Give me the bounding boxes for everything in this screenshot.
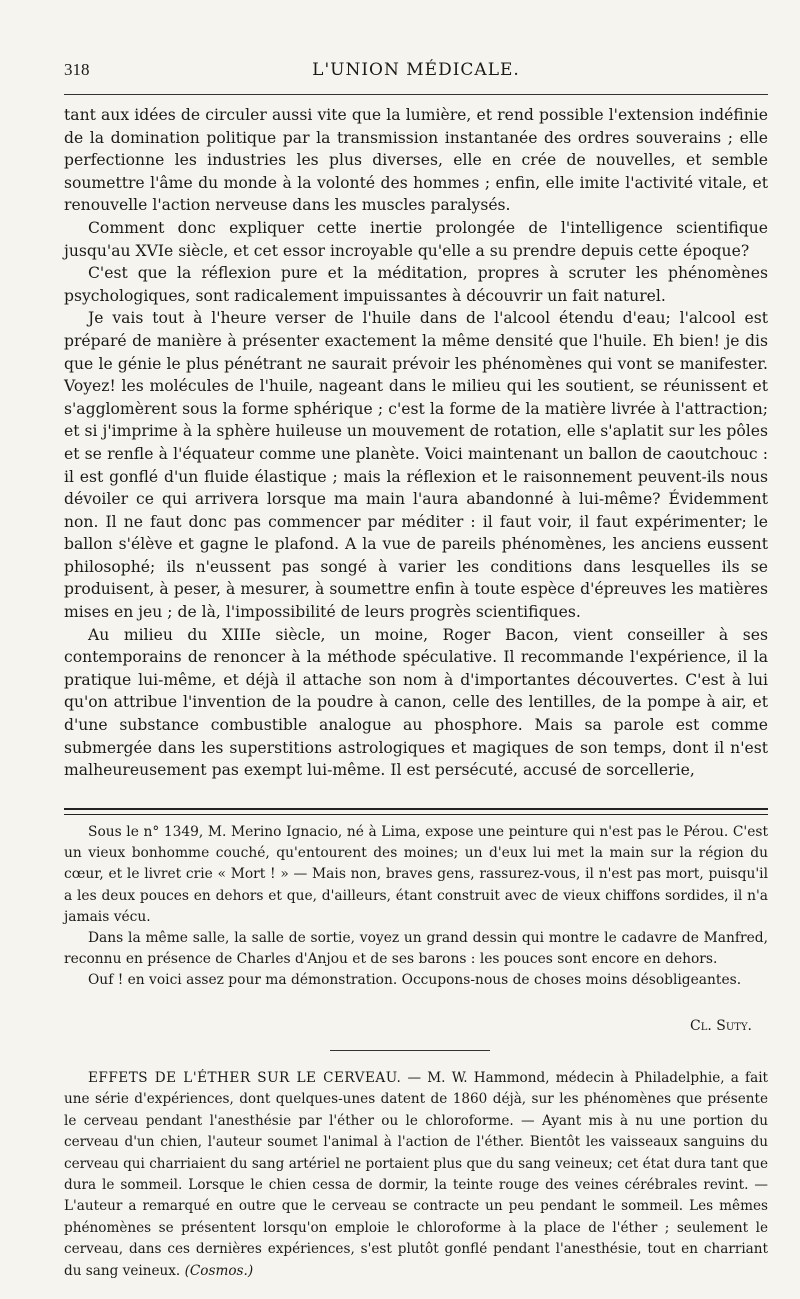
header-rule <box>64 94 768 95</box>
signature: Cl. Suty. <box>690 1018 752 1034</box>
news-source: (Cosmos.) <box>184 1262 254 1279</box>
paragraph: tant aux idées de circuler aussi vite que la lumière, et rend possible l'extension indéfinie de la domination politique par la transmission instantanée des ordres souverains ; elle perfectionne les industries les plus diverses, elle en crée de nouvelles, et semble soumettre l'âme du monde à la volonté des hommes ; enfin, elle imite l'activité vitale, et renouvelle l'action nerveuse dans les muscles paralysés. <box>64 106 768 215</box>
short-divider <box>330 1050 490 1051</box>
note-paragraph: Dans la même salle, la salle de sortie, voyez un grand dessin qui montre le cadavre de Manfred, reconnu en présence de Charles d'Anjou et de ses barons : les pouces sont encore en dehors. <box>64 930 768 968</box>
page-number: 318 <box>64 60 90 79</box>
paragraph: Je vais tout à l'heure verser de l'huile dans de l'alcool étendu d'eau; l'alcool est préparé de manière à présenter exactement la même densité que l'huile. Eh bien! je dis que le génie le plus pénétrant ne saurait prévoir les phénomènes qui vont se manifester. Voyez! les molécules de l'huile, nageant dans le milieu qui les soutient, se réunissent et s'agglomèrent sous la forme sphérique ; c'est la forme de la matière livrée à l'attraction; et si j'imprime à la sphère huileuse un mouvement de rotation, elle s'aplatit sur les pôles et se renfle à l'équateur comme une planète. Voici maintenant un ballon de caoutchouc : il est gonflé d'un fluide élastique ; mais la réflexion et le raisonnement peuvent-ils nous dévoiler ce qui arrivera lorsque ma main l'aura abandonné à lui-même? Évidemment non. Il ne faut donc pas commencer par méditer : il faut voir, il faut expérimenter; le ballon s'élève et gagne le plafond. A la vue de pareils phénomènes, les anciens eussent philosophé; ils n'eussent pas songé à varier les conditions dans lesquelles ils se produisent, à peser, à mesurer, à soumettre enfin à toute espèce d'épreuves les matières mises en jeu ; de là, l'impossibilité de leurs progrès scientifiques. <box>64 309 768 622</box>
paragraph: C'est que la réflexion pure et la méditation, propres à scruter les phénomènes psychologiques, sont radicalement impuissantes à découvrir un fait naturel. <box>64 264 768 305</box>
section-divider <box>64 808 768 815</box>
feuilleton-notes <box>64 822 768 992</box>
news-item <box>64 1068 768 1282</box>
paragraph: Au milieu du XIIIe siècle, un moine, Roger Bacon, vient conseiller à ses contemporains de renoncer à la méthode spéculative. Il recommande l'expérience, il la pratique lui-même, et déjà il attache son nom à d'importantes découvertes. C'est à lui qu'on attribue l'invention de la poudre à canon, celle des lentilles, de la pompe à air, et d'une substance combustible analogue au phosphore. Mais sa parole est comme submergée dans les superstitions astrologiques et magiques de son temps, dont il n'est malheureusement pas exempt lui-même. Il est persécuté, accusé de sorcellerie, <box>64 625 768 780</box>
news-heading: EFFETS DE L'ÉTHER SUR LE CERVEAU. <box>88 1070 402 1086</box>
running-title: L'UNION MÉDICALE. <box>312 60 520 80</box>
note-paragraph: Ouf ! en voici assez pour ma démonstration. Occupons-nous de choses moins désobligeantes. <box>88 972 742 989</box>
page-header <box>64 60 768 86</box>
news-text: — M. W. Hammond, médecin à Philadelphie, a fait une série d'expériences, dont quelques-unes datent de 1860 déjà, sur les phénomènes que présente le cerveau pendant l'anesthésie par l'éther ou le chloroforme. — Ayant mis à nu une portion du cerveau d'un chien, l'auteur soumet l'animal à l'action de l'éther. Bientôt les vaisseaux sanguins du cerveau qui charriaient du sang artériel ne portaient plus que du sang veineux; cet état dura tant que dura le sommeil. Lorsque le chien cessa de dormir, la teinte rouge des veines cérébrales revint. — L'auteur a remarqué en outre que le cerveau se contracte un peu pendant le sommeil. Les mêmes phénomènes se présentent lorsqu'on emploie le chloroforme à la place de l'éther ; seulement le cerveau, dans ces dernières expériences, s'est plutôt gonflé pendant l'anesthésie, tout en charriant du sang veineux. <box>64 1070 769 1279</box>
note-paragraph: Sous le n° 1349, M. Merino Ignacio, né à Lima, expose une peinture qui n'est pas le Pérou. C'est un vieux bonhomme couché, qu'entourent des moines; un d'eux lui met la main sur la région du cœur, et le livret crie « Mort ! » — Mais non, braves gens, rassurez-vous, il n'est pas mort, puisqu'il a les deux pouces en dehors et que, d'ailleurs, étant construit avec de vieux chiffons sordides, il n'a jamais vécu. <box>64 824 768 925</box>
news-paragraph <box>64 1068 768 1282</box>
paragraph: Comment donc expliquer cette inertie prolongée de l'intelligence scientifique jusqu'au XVIe siècle, et cet essor incroyable qu'elle a su prendre depuis cette époque? <box>64 218 768 260</box>
main-text <box>64 104 768 782</box>
